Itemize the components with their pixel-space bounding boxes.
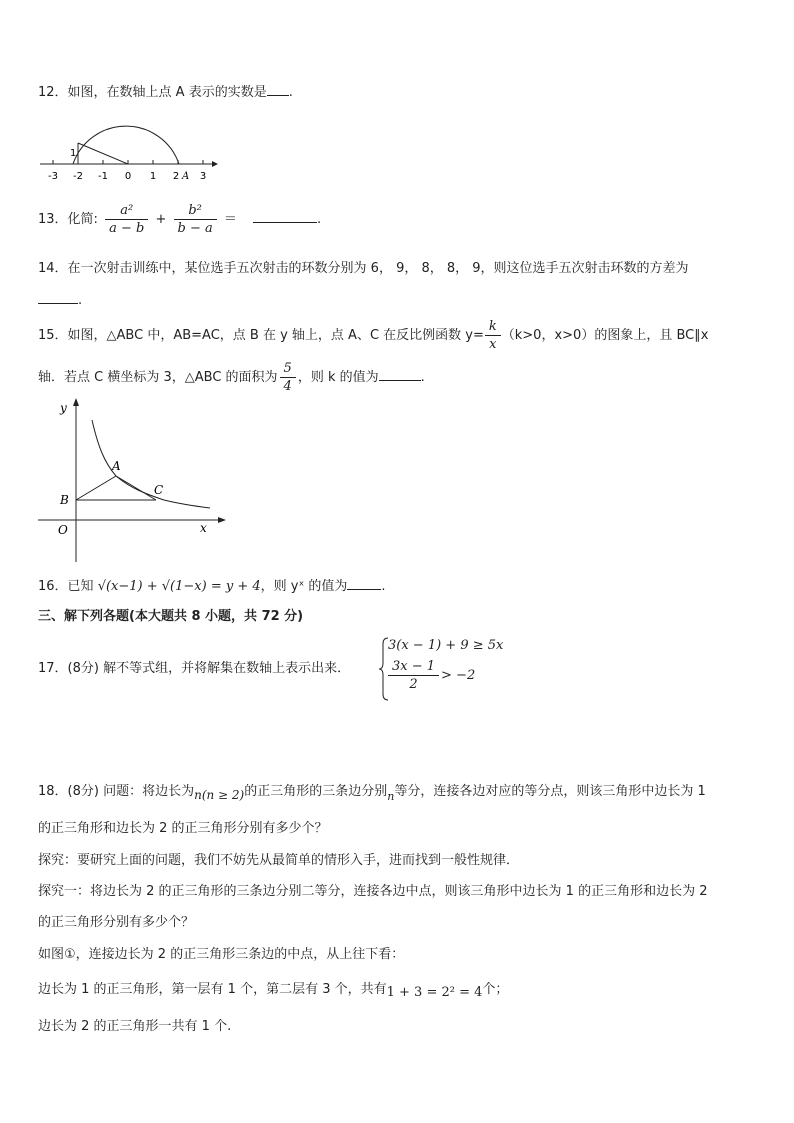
q15-line1 <box>38 316 708 356</box>
denominator: b − a <box>177 221 213 236</box>
numerator: a² <box>105 202 148 220</box>
inequality-1: 3(x − 1) + 9 ≥ 5x <box>388 638 504 653</box>
equals-sign: ＝ <box>223 212 237 227</box>
tick-label: -1 <box>98 171 108 182</box>
q17-text: 17．(8分) 解不等式组，并将解集在数轴上表示出来． <box>38 661 351 676</box>
numerator: 3x − 1 <box>388 658 439 676</box>
denominator: 2 <box>409 677 418 692</box>
q15-end: . <box>420 370 425 385</box>
numerator: k <box>485 318 501 336</box>
tick-label: 0 <box>124 171 132 182</box>
denominator: x <box>489 337 497 352</box>
x-axis-label: x <box>200 521 207 535</box>
q16-prefix: 16．已知 <box>38 579 94 594</box>
denominator: 4 <box>283 379 292 394</box>
q15-k-over-x <box>485 318 501 353</box>
y-axis-label: y <box>60 401 67 415</box>
tick-label: 3 <box>199 171 207 182</box>
inequality-2 <box>386 658 475 693</box>
inequality-2-relation: > −2 <box>441 668 476 683</box>
q18-line3: 探究：要研究上面的问题，我们不妨先从最简单的情形入手，进而找到一般性规律． <box>38 853 520 868</box>
unit-label: 1 <box>70 148 77 159</box>
origin-label: O <box>58 523 68 537</box>
denominator: a − b <box>109 221 145 236</box>
section-heading: 三、解下列各题(本大题共 8 小题，共 72 分) <box>38 609 304 624</box>
q16-end: . <box>381 579 386 594</box>
q18-equation: 1 + 3 = 2² = 4 <box>386 985 483 1000</box>
numerator: b² <box>174 202 217 220</box>
q12-text: 12．如图，在数轴上点 A 表示的实数是 <box>38 85 267 100</box>
q15-text-b: （k>0，x>0）的图象上，且 BC∥x <box>501 328 709 343</box>
q18-line2: 的正三角形和边长为 2 的正三角形分别有多少个？ <box>38 821 328 836</box>
q14-line2 <box>38 290 82 311</box>
tick-label: 2 <box>172 171 180 182</box>
q18-text-7b: 个； <box>482 982 509 997</box>
q14-end: . <box>78 293 83 308</box>
q15-blank <box>379 367 421 381</box>
q18-line8: 边长为 2 的正三角形一共有 1 个. <box>38 1019 232 1034</box>
q12-blank <box>267 82 289 96</box>
q18-text-b: 的正三角形的三条边分别 <box>244 784 388 799</box>
point-c-label: C <box>154 483 164 497</box>
q18-text-a: 18．(8分) 问题：将边长为 <box>38 784 195 799</box>
q16-line <box>38 576 386 597</box>
q12-line <box>38 82 293 103</box>
q18-condition: n(n ≥ 2) <box>194 788 245 802</box>
q18-text-7a: 边长为 1 的正三角形，第一层有 1 个，第二层有 3 个，共有 <box>38 982 387 997</box>
q15-text-d: ，则 k 的值为 <box>297 370 379 385</box>
q18-text-c: 等分，连接各边对应的等分点，则该三角形中边长为 1 <box>394 784 706 799</box>
numerator: 5 <box>280 360 296 378</box>
q15-text-c: 轴．若点 C 横坐标为 3，△ABC 的面积为 <box>38 370 278 385</box>
q18-n: n <box>387 790 395 803</box>
q13-fraction-2 <box>174 202 217 237</box>
point-a-label: A <box>182 171 190 182</box>
q16-mid: ，则 yˣ 的值为 <box>260 579 348 594</box>
q13-prefix: 13．化简: <box>38 212 98 227</box>
q13-fraction-1 <box>105 202 148 237</box>
q16-expression: √(x−1) + √(1−x) = y + 4 <box>97 579 261 594</box>
q12-end: . <box>288 85 293 100</box>
q15-text-a: 15．如图，△ABC 中，AB=AC，点 B 在 y 轴上，点 A、C 在反比例函数 y= <box>38 328 484 343</box>
q18-line5: 的正三角形分别有多少个？ <box>38 915 195 930</box>
point-a-label: A <box>112 459 121 473</box>
hyperbola-figure <box>34 396 230 566</box>
plus-sign: + <box>155 212 167 227</box>
q15-line2 <box>38 358 425 398</box>
q16-blank <box>347 576 381 590</box>
q18-line1 <box>38 781 706 802</box>
inequality-2-fraction <box>388 658 439 693</box>
tick-label: 1 <box>149 171 157 182</box>
q15-area-fraction <box>280 360 296 395</box>
number-line-figure <box>36 108 220 184</box>
q13-line <box>38 200 321 240</box>
q18-line7 <box>38 980 508 1000</box>
tick-label: -2 <box>73 171 83 182</box>
point-b-label: B <box>60 493 69 507</box>
q18-line4: 探究一：将边长为 2 的正三角形的三条边分别二等分，连接各边中点，则该三角形中边长为 1 的正三角形和边长为 2 <box>38 884 708 899</box>
q13-blank <box>253 209 317 223</box>
q14-line1: 14．在一次射击训练中，某位选手五次射击的环数分别为 6， 9， 8， 8， 9，则这位选手五次射击环数的方差为 <box>38 261 689 276</box>
q13-end: . <box>317 212 322 227</box>
q18-line6: 如图①，连接边长为 2 的正三角形三条边的中点，从上往下看： <box>38 947 405 962</box>
tick-label: -3 <box>48 171 58 182</box>
q14-blank <box>38 290 78 304</box>
